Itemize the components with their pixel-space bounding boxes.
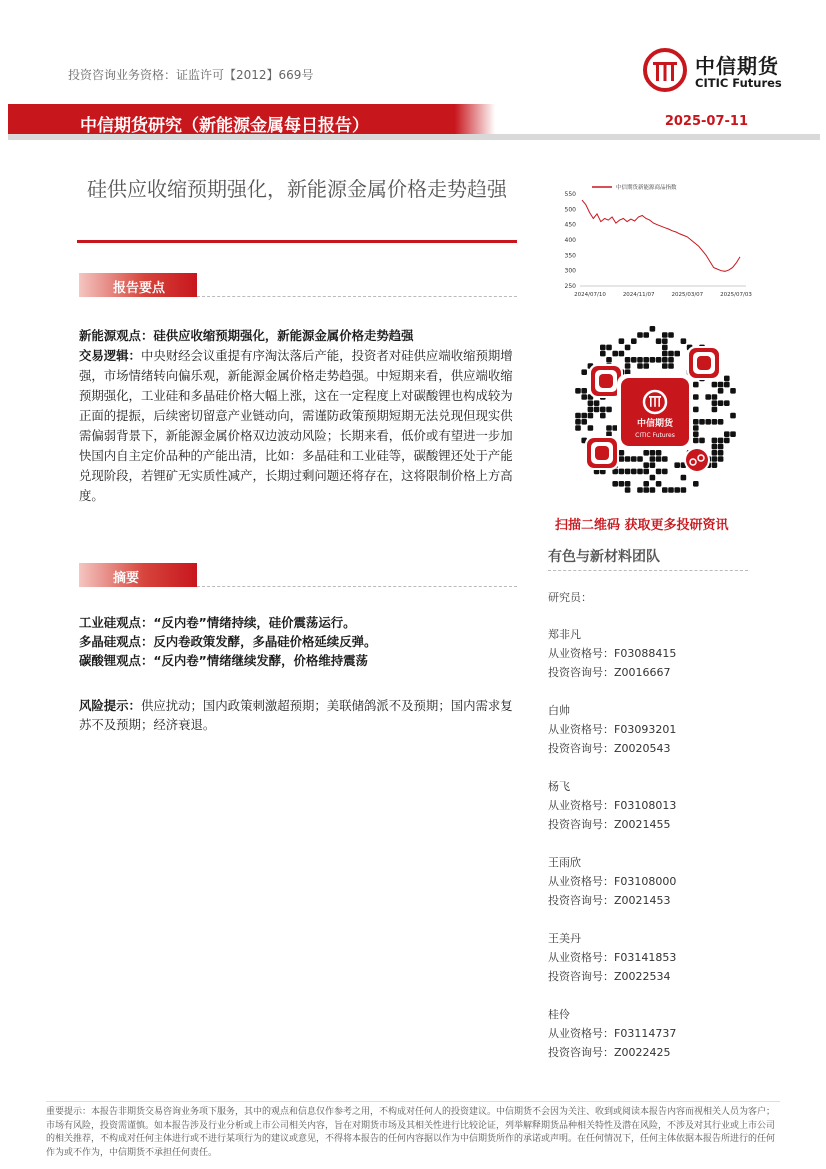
qr-module <box>650 456 656 462</box>
qr-module <box>625 456 631 462</box>
qr-module <box>631 357 637 363</box>
researcher-entry <box>548 1005 748 1062</box>
logo-chinese-name: 中信期货 <box>695 54 779 78</box>
section-tag-abstract <box>79 563 519 587</box>
qr-module <box>730 431 736 437</box>
qr-module <box>681 338 687 344</box>
qr-module <box>612 351 618 357</box>
qr-module <box>668 351 674 357</box>
qr-center-cn: 中信期货 <box>636 419 674 429</box>
qr-module <box>712 450 718 456</box>
section-tag-label: 报告要点 <box>113 281 166 296</box>
researcher-consult-number: 投资咨询号：Z0021453 <box>548 894 671 907</box>
qr-finder-inner <box>599 374 613 388</box>
y-tick-label: 300 <box>564 267 576 275</box>
qr-module <box>650 462 656 468</box>
qr-module <box>662 345 668 351</box>
qr-module <box>668 332 674 338</box>
qr-module <box>730 413 736 419</box>
x-tick-label: 2024/07/10 <box>574 292 606 298</box>
qr-module <box>588 407 594 413</box>
qr-module <box>600 413 606 419</box>
license-text: 投资咨询业务资格：证监许可【2012】669号 <box>68 68 314 82</box>
qr-module <box>712 394 718 400</box>
team-name: 有色与新材料团队 <box>548 549 660 565</box>
section-divider <box>197 586 517 587</box>
footer-divider <box>46 1101 780 1102</box>
qr-module <box>619 450 625 456</box>
qr-module <box>619 481 625 487</box>
qr-module <box>594 407 600 413</box>
qr-module <box>668 357 674 363</box>
qr-module <box>643 487 649 493</box>
chart-marks <box>582 200 740 271</box>
qr-module <box>619 456 625 462</box>
qr-module <box>718 456 724 462</box>
qr-module <box>637 363 643 369</box>
qr-module <box>662 338 668 344</box>
qr-module <box>600 345 606 351</box>
risk-label: 风险提示： <box>79 698 141 713</box>
qr-module <box>581 419 587 425</box>
researcher-name: 白帅 <box>548 704 570 717</box>
qr-module <box>656 469 662 475</box>
qr-module <box>643 357 649 363</box>
researcher-name: 桂伶 <box>548 1008 570 1021</box>
qr-module <box>631 469 637 475</box>
risk-warning <box>79 696 519 734</box>
section-tag-key-points <box>79 273 519 297</box>
summary-block <box>79 326 519 506</box>
researcher-consult-number: 投资咨询号：Z0022425 <box>548 1046 671 1059</box>
qr-module <box>712 407 718 413</box>
headline-divider <box>77 240 517 243</box>
logic-label: 交易逻辑： <box>79 348 141 363</box>
qr-module <box>637 456 643 462</box>
qr-module <box>674 487 680 493</box>
qr-module <box>724 382 730 388</box>
viewpoint-label: 新能源观点： <box>79 328 154 343</box>
researcher-label: 研究员： <box>548 591 592 604</box>
researcher-consult-number: 投资咨询号：Z0020543 <box>548 742 671 755</box>
qr-module <box>594 400 600 406</box>
qr-module <box>724 400 730 406</box>
researcher-consult-number: 投资咨询号：Z0016667 <box>548 666 671 679</box>
researcher-qualification: 从业资格号：F03108013 <box>548 799 677 812</box>
qr-center-en: CITIC Futures <box>635 432 675 439</box>
qr-module <box>668 487 674 493</box>
researcher-name: 王美丹 <box>548 932 581 945</box>
qr-module <box>712 438 718 444</box>
researcher-entry <box>548 777 748 834</box>
qr-module <box>712 444 718 450</box>
risk-text: 供应扰动；国内政策刺激超预期；美联储鸽派不及预期；国内需求复苏不及预期；经济衰退。 <box>79 698 513 732</box>
qr-module <box>637 332 643 338</box>
qr-module <box>712 400 718 406</box>
qr-module <box>662 487 668 493</box>
disclaimer-footer: 重要提示：本报告非期货交易咨询业务项下服务，其中的观点和信息仅作参考之用，不构成对任何人的投资建议。中信期货不会因为关注、收到或阅读本报告内容而视相关人员为客户；市场有风险，投资需谨慎。如本报告涉及行业分析或上市公司相关内容，旨在对期货市场及其相关性进行比较论证，列举解释期货品种相关特性及潜在风险，不涉及对其行业或上市公司的相关推荐，不构成对任何主体进行或不进行某项行为的建议或意见，不得将本报告的任何内容据以作为中信期货所作的承诺或声明。在任何情况下，任何主体依据本报告所进行的任何作为或不作为，中信期货不承担任何责任。 <box>46 1107 776 1158</box>
qr-module <box>712 419 718 425</box>
qr-module <box>643 332 649 338</box>
qr-module <box>625 469 631 475</box>
qr-module <box>712 382 718 388</box>
x-tick-label: 2025/07/03 <box>720 292 752 298</box>
qr-module <box>625 481 631 487</box>
qr-module <box>625 487 631 493</box>
index-line-chart <box>548 178 758 312</box>
qr-module <box>693 438 699 444</box>
x-tick-label: 2024/11/07 <box>622 292 655 298</box>
qr-module <box>631 338 637 344</box>
qr-module <box>662 363 668 369</box>
section-tag-label: 摘要 <box>113 571 140 586</box>
qr-module <box>588 425 594 431</box>
qr-module <box>588 413 594 419</box>
qr-module <box>625 357 631 363</box>
qr-module <box>681 487 687 493</box>
qr-module <box>693 425 699 431</box>
y-tick-label: 250 <box>564 283 576 290</box>
qr-module <box>575 419 581 425</box>
researcher-qualification: 从业资格号：F03093201 <box>548 723 677 736</box>
citic-logo-icon <box>643 48 687 92</box>
logo-english-name: CITIC Futures <box>695 76 782 90</box>
x-tick-label: 2025/03/07 <box>671 292 704 298</box>
qr-finder-inner <box>595 446 609 460</box>
qr-module <box>625 363 631 369</box>
viewpoint-text: 硅供应收缩预期强化，新能源金属价格走势趋强 <box>153 328 414 343</box>
qr-module <box>693 431 699 437</box>
qr-module <box>718 438 724 444</box>
qr-module <box>631 456 637 462</box>
citic-futures-logo <box>643 48 803 96</box>
report-headline: 硅供应收缩预期强化，新能源金属价格走势趋强 <box>87 177 507 201</box>
qr-module <box>718 419 724 425</box>
qr-module <box>656 357 662 363</box>
logic-text: 中央财经会议重提有序淘汰落后产能，投资者对硅供应端收缩预期增强，市场情绪转向偏乐观，新能源金属价格走势趋强。中短期来看，供应端收缩预期强化，工业硅和多晶硅价格大幅上涨，这在一定程度上对碳酸锂也构成较为正面的提振，后续密切留意产业链动向，需谨防政策预期短期无法兑现但现实供需偏弱背景下，新能源金属价格双边波动风险；长期来看，低价或有望进一步加快国内自主定价品种的产能出清，比如：多晶硅和工业硅等，碳酸锂还处于产能兑现阶段，若锂矿无实质性减产，长期过剩问题还将存在，这将限制价格上方高度。 <box>79 348 513 503</box>
researcher-consult-number: 投资咨询号：Z0021455 <box>548 818 671 831</box>
qr-module <box>637 357 643 363</box>
qr-module <box>674 351 680 357</box>
abstract-item: 工业硅观点：“反内卷”情绪持续，硅价震荡运行。 <box>79 615 356 630</box>
qr-module <box>681 475 687 481</box>
qr-module <box>575 413 581 419</box>
qr-module <box>656 456 662 462</box>
qr-module <box>662 357 668 363</box>
qr-module <box>619 351 625 357</box>
qr-module <box>581 369 587 375</box>
qr-module <box>650 326 656 332</box>
qr-module <box>606 357 612 363</box>
qr-module <box>662 469 668 475</box>
qr-module <box>643 462 649 468</box>
qr-module <box>693 419 699 425</box>
researcher-qualification: 从业资格号：F03141853 <box>548 951 677 964</box>
qr-module <box>606 425 612 431</box>
qr-module <box>588 400 594 406</box>
qr-module <box>668 363 674 369</box>
qr-module <box>693 481 699 487</box>
qr-module <box>705 419 711 425</box>
researcher-qualification: 从业资格号：F03114737 <box>548 1027 677 1040</box>
qr-module <box>581 394 587 400</box>
qr-module <box>718 382 724 388</box>
qr-module <box>693 407 699 413</box>
qr-module <box>662 332 668 338</box>
qr-module <box>724 376 730 382</box>
qr-module <box>650 487 656 493</box>
qr-module <box>724 431 730 437</box>
qr-module <box>662 351 668 357</box>
qr-module <box>730 388 736 394</box>
team-divider <box>548 570 748 571</box>
qr-module <box>656 481 662 487</box>
qr-module <box>662 456 668 462</box>
qr-code[interactable] <box>569 326 741 498</box>
qr-module <box>656 450 662 456</box>
qr-module <box>643 469 649 475</box>
researcher-name: 王雨欣 <box>548 856 581 869</box>
qr-module <box>637 487 643 493</box>
abstract-item: 多晶硅观点：反内卷政策发酵，多晶硅价格延续反弹。 <box>79 634 377 649</box>
researcher-entry <box>548 929 748 986</box>
report-banner <box>0 104 826 142</box>
series-line <box>582 200 740 271</box>
qr-module <box>699 438 705 444</box>
qr-module <box>705 394 711 400</box>
abstract-list <box>79 613 519 670</box>
y-tick-label: 500 <box>564 206 576 214</box>
researcher-entry <box>548 853 748 910</box>
qr-module <box>606 407 612 413</box>
qr-module <box>581 388 587 394</box>
y-tick-label: 400 <box>564 237 576 244</box>
section-divider <box>197 296 517 297</box>
qr-module <box>625 345 631 351</box>
qr-module <box>637 469 643 475</box>
qr-module <box>650 450 656 456</box>
qr-module <box>693 394 699 400</box>
qr-module <box>699 419 705 425</box>
qr-module <box>643 450 649 456</box>
qr-caption: 扫描二维码 获取更多投研资讯 <box>555 518 729 533</box>
qr-module <box>718 400 724 406</box>
qr-module <box>643 363 649 369</box>
qr-module <box>581 413 587 419</box>
qr-module <box>656 338 662 344</box>
logic-paragraph <box>79 346 519 506</box>
qr-module <box>612 481 618 487</box>
qr-module <box>693 382 699 388</box>
qr-finder-inner <box>697 356 711 370</box>
qr-module <box>712 462 718 468</box>
researcher-name: 杨飞 <box>548 780 570 793</box>
y-tick-label: 550 <box>564 191 576 198</box>
chart-axes <box>565 183 753 298</box>
researcher-qualification: 从业资格号：F03088415 <box>548 647 677 660</box>
qr-module <box>600 351 606 357</box>
qr-module <box>600 407 606 413</box>
qr-module <box>712 456 718 462</box>
qr-module <box>643 481 649 487</box>
researcher-qualification: 从业资格号：F03108000 <box>548 875 677 888</box>
qr-module <box>619 469 625 475</box>
qr-module <box>718 444 724 450</box>
qr-module <box>650 357 656 363</box>
researcher-consult-number: 投资咨询号：Z0022534 <box>548 970 671 983</box>
qr-module <box>718 450 724 456</box>
researcher-name: 郑非凡 <box>548 628 581 641</box>
y-tick-label: 450 <box>564 221 576 229</box>
qr-module <box>724 438 730 444</box>
researcher-entry <box>548 625 748 682</box>
qr-module <box>575 425 581 431</box>
qr-module <box>674 462 680 468</box>
viewpoint-line <box>79 326 519 346</box>
report-date: 2025-07-11 <box>664 114 748 129</box>
report-series-title: 中信期货研究（新能源金属每日报告） <box>80 116 369 136</box>
legend-label: 中信期货新能源商品指数 <box>616 185 677 191</box>
mini-program-icon <box>686 449 708 471</box>
qr-module <box>606 345 612 351</box>
qr-module <box>650 475 656 481</box>
qr-module <box>619 338 625 344</box>
y-tick-label: 350 <box>564 252 576 260</box>
abstract-item: 碳酸锂观点：“反内卷”情绪继续发酵，价格维持震荡 <box>79 653 368 668</box>
qr-module <box>575 388 581 394</box>
researcher-entry <box>548 701 748 758</box>
qr-module <box>718 388 724 394</box>
